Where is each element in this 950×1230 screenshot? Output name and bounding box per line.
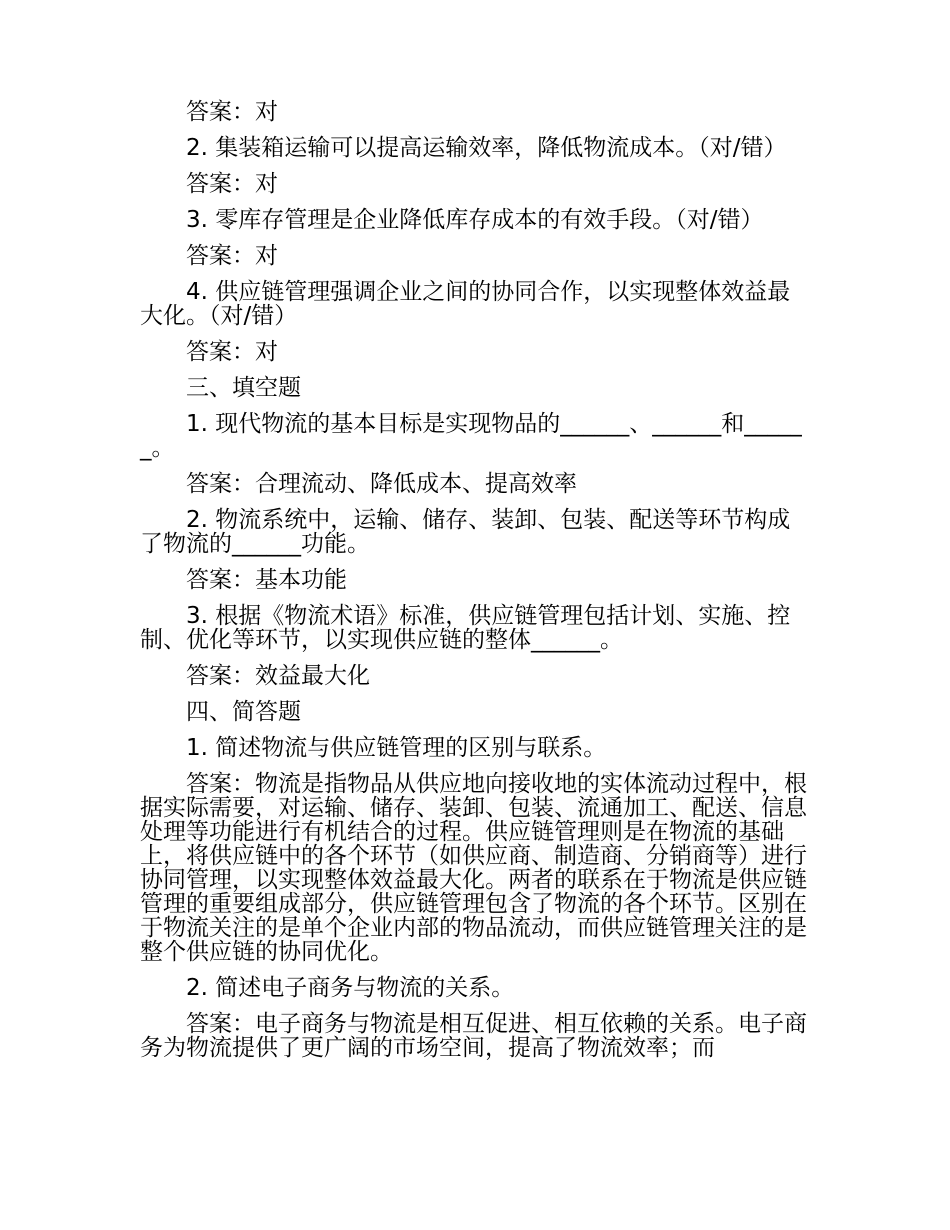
question-text: 4. 供应链管理强调企业之间的协同合作，以实现整体效益最大化。（对/错） xyxy=(140,279,791,329)
section-heading: 三、填空题 xyxy=(186,375,301,401)
answer-line: 答案：基本功能 xyxy=(186,567,347,593)
answer-line: 答案：对 xyxy=(186,339,278,365)
question-text: 3. 零库存管理是企业降低库存成本的有效手段。（对/错） xyxy=(186,207,764,233)
answer-paragraph: 答案：电子商务与物流是相互促进、相互依赖的关系。电子商务为物流提供了更广阔的市场空间，提高了物流效率；而 xyxy=(140,1011,807,1061)
document-page xyxy=(140,100,812,1072)
answer-line: 答案：效益最大化 xyxy=(186,663,370,689)
answer-paragraph: 答案：物流是指物品从供应地向接收地的实体流动过程中，根据实际需要，对运输、储存、装卸、包装、流通加工、配送、信息处理等功能进行有机结合的过程。供应链管理则是在物流的基础上，将供应链中的各个环节（如供应商、制造商、分销商等）进行协同管理，以实现整体效益最大化。两者的联系在于物流是供应链管理的重要组成部分，供应链管理包含了物流的各个环节。区别在于物流关注的是单个企业内部的物品流动，而供应链管理关注的是整个供应链的协同优化。 xyxy=(140,771,807,965)
answer-line: 答案：对 xyxy=(186,243,278,269)
question-text: 2. 物流系统中，运输、储存、装卸、包装、配送等环节构成了物流的______功能。 xyxy=(140,507,791,557)
answer-line: 答案：对 xyxy=(186,99,278,125)
question-text: 2. 简述电子商务与物流的关系。 xyxy=(186,975,515,1001)
answer-line: 答案：对 xyxy=(186,171,278,197)
question-text: 1. 简述物流与供应链管理的区别与联系。 xyxy=(186,735,607,761)
answer-line: 答案：合理流动、降低成本、提高效率 xyxy=(186,471,577,497)
question-text: 3. 根据《物流术语》标准，供应链管理包括计划、实施、控制、优化等环节，以实现供应链的整体______。 xyxy=(140,603,791,653)
section-heading: 四、简答题 xyxy=(186,699,301,725)
question-text: 2. 集装箱运输可以提高运输效率，降低物流成本。（对/错） xyxy=(186,135,787,161)
question-text: 1. 现代物流的基本目标是实现物品的______、______和______。 xyxy=(140,411,802,461)
